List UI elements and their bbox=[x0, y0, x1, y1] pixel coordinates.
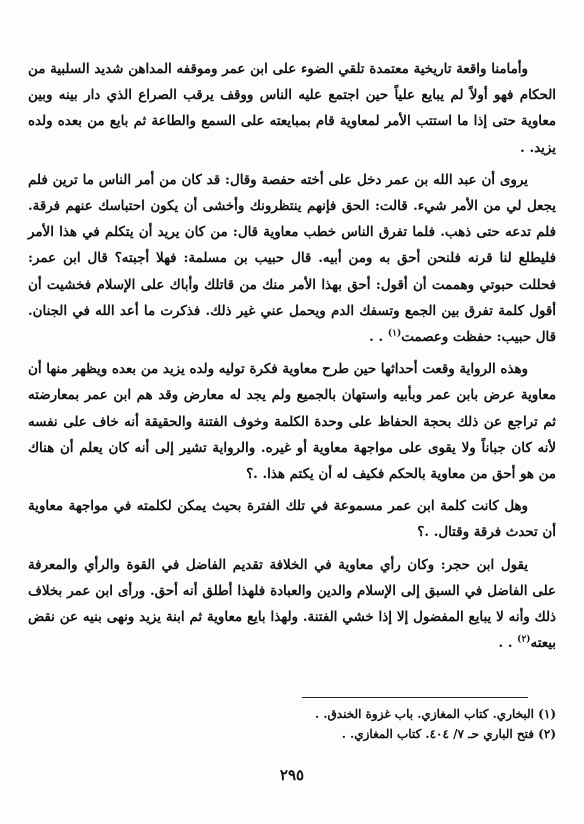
paragraph-2 bbox=[28, 167, 556, 350]
paragraph-3: وهذه الرواية وقعت أحداثها حين طرح معاوية فكرة توليه ولده يزيد من بعده ويظهر منها أن معاوية عرض بابن عمر وبأبيه واستهان بالجميع ولم يجد له معارض وقد هم ابن عمر بمعارضته ثم تراجع عن ذلك بحجة الحفاظ على وحدة الكلمة وخوف الفتنة والحقيقة أنه خاف على نفسه لأنه كان جباناً ولا يقوى على مواجهة معاوية أو غيره. والرواية تشير إلى أنه كان يعلم أن هناك من هو أحق من معاوية بالحكم فكيف له أن يكتم هذا. .؟ bbox=[28, 361, 556, 483]
footnote-2: (٢) فتح الباري حـ ٧/ ٤٠٤. كتاب المغازي. . bbox=[341, 727, 556, 741]
paragraph-5-ending: . . bbox=[498, 635, 518, 652]
paragraph-5-text: يقول ابن حجر: وكان رأي معاوية في الخلافة تقديم الفاضل في القوة والرأي والمعرفة على الفاضل في السبق إلى الإسلام والدين والعبادة فلهذا أطلق أنه أحق. ورأى ابن عمر بخلاف ذلك وأنه لا يبايع المفضول إلا إذا خشي الفتنة. ولهذا بايع معاوية ثم ابنة يزيد ونهى بنيه عن نقض بيعته bbox=[28, 556, 556, 652]
paragraph-2-ending: . . bbox=[369, 329, 388, 346]
footnote-1: (١) البخاري. كتاب المغازي. باب غزوة الخندق. . bbox=[314, 707, 556, 721]
page-body bbox=[28, 56, 556, 662]
page-number: ٢٩٥ bbox=[279, 766, 305, 784]
footnote-divider bbox=[302, 697, 528, 698]
paragraph-2-text: يروى أن عبد الله بن عمر دخل على أخته حفصة وقال: قد كان من أمر الناس ما ترين فلم يجعل لي من الأمر شيء. قالت: الحق فإنهم ينتظرونك وأخشى أن يكون احتباسك عنهم فرقة. فلم تدعه حتى ذهب. فلما تفرق الناس خطب معاوية قال: من كان يريد أن يتكلم في هذا الأمر فليطلع لنا قرنه فلنحن أحق به ومن أبيه. قال حبيب بن مسلمة: فهلا أجبته؟ قال ابن عمر: فحللت حبوتي وهممت أن أقول: أحق بهذا الأمر منك من قاتلك وأباك على الإسلام فخشيت أن أقول كلمة تفرق بين الجمع وتسفك الدم ويحمل عني غير ذلك. فذكرت ما أعد الله في الجنان. قال حبيب: حفظت وعصمت bbox=[28, 171, 556, 346]
footnote-ref-1[interactable]: (١) bbox=[387, 328, 402, 339]
paragraph-4: وهل كانت كلمة ابن عمر مسموعة في تلك الفترة بحيث يمكن لكلمته في مواجهة معاوية أن تحدث فرقة وقتال. .؟ bbox=[28, 498, 556, 541]
paragraph-5 bbox=[28, 552, 556, 657]
footnotes bbox=[28, 704, 556, 744]
footnote-ref-2[interactable]: (٢) bbox=[517, 634, 531, 645]
paragraph-1: وأمامنا واقعة تاريخية معتمدة تلقي الضوء على ابن عمر وموقفه المداهن شديد السلبية من الحكام فهو أولاً لم يبايع علياً حين اجتمع عليه الناس ووقف يرقب الصراع الذي دار بينه وبين معاوية حتى إذا ما استتب الأمر لمعاوية قام بمبايعته على السمع والطاعة ثم بايع من بعده ولده يزيد. . bbox=[28, 61, 556, 156]
